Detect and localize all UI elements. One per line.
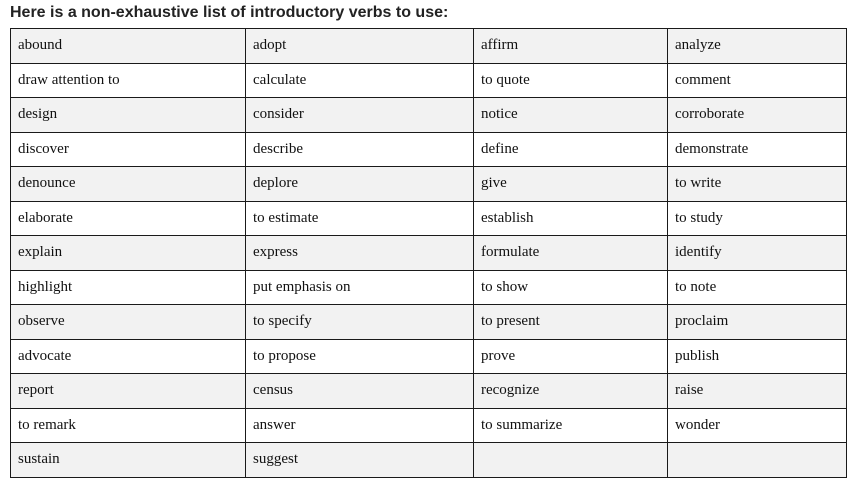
verbs-table: [10, 28, 847, 478]
table-cell: to study: [668, 201, 847, 236]
table-row: [11, 132, 847, 167]
table-row: [11, 408, 847, 443]
table-cell: to propose: [246, 339, 474, 374]
table-row: [11, 98, 847, 133]
table-cell: demonstrate: [668, 132, 847, 167]
table-cell: express: [246, 236, 474, 271]
table-cell: to show: [474, 270, 668, 305]
table-row: [11, 270, 847, 305]
table-cell: raise: [668, 374, 847, 409]
table-cell: [668, 443, 847, 478]
table-cell: adopt: [246, 29, 474, 64]
table-cell: consider: [246, 98, 474, 133]
table-cell: comment: [668, 63, 847, 98]
table-cell: establish: [474, 201, 668, 236]
table-cell: describe: [246, 132, 474, 167]
table-row: [11, 339, 847, 374]
table-cell: to remark: [11, 408, 246, 443]
table-cell: prove: [474, 339, 668, 374]
table-cell: abound: [11, 29, 246, 64]
table-cell: give: [474, 167, 668, 202]
table-cell: to quote: [474, 63, 668, 98]
table-cell: design: [11, 98, 246, 133]
table-cell: affirm: [474, 29, 668, 64]
table-cell: answer: [246, 408, 474, 443]
table-cell: elaborate: [11, 201, 246, 236]
table-cell: suggest: [246, 443, 474, 478]
table-row: [11, 63, 847, 98]
table-cell: analyze: [668, 29, 847, 64]
table-cell: census: [246, 374, 474, 409]
table-row: [11, 305, 847, 340]
table-cell: put emphasis on: [246, 270, 474, 305]
table-cell: identify: [668, 236, 847, 271]
table-cell: deplore: [246, 167, 474, 202]
table-cell: to specify: [246, 305, 474, 340]
table-cell: explain: [11, 236, 246, 271]
table-cell: calculate: [246, 63, 474, 98]
table-row: [11, 443, 847, 478]
table-cell: highlight: [11, 270, 246, 305]
table-cell: notice: [474, 98, 668, 133]
table-cell: discover: [11, 132, 246, 167]
table-cell: recognize: [474, 374, 668, 409]
table-cell: to note: [668, 270, 847, 305]
table-cell: draw attention to: [11, 63, 246, 98]
table-cell: formulate: [474, 236, 668, 271]
table-row: [11, 236, 847, 271]
table-row: [11, 167, 847, 202]
table-cell: to summarize: [474, 408, 668, 443]
table-row: [11, 201, 847, 236]
table-cell: sustain: [11, 443, 246, 478]
table-cell: denounce: [11, 167, 246, 202]
page-heading: Here is a non-exhaustive list of introductory verbs to use:: [10, 4, 449, 21]
table-cell: wonder: [668, 408, 847, 443]
table-cell: publish: [668, 339, 847, 374]
table-cell: observe: [11, 305, 246, 340]
table-cell: report: [11, 374, 246, 409]
table-cell: corroborate: [668, 98, 847, 133]
table-row: [11, 29, 847, 64]
table-row: [11, 374, 847, 409]
table-cell: define: [474, 132, 668, 167]
table-cell: [474, 443, 668, 478]
table-cell: to present: [474, 305, 668, 340]
table-cell: to write: [668, 167, 847, 202]
table-cell: proclaim: [668, 305, 847, 340]
table-cell: advocate: [11, 339, 246, 374]
table-cell: to estimate: [246, 201, 474, 236]
